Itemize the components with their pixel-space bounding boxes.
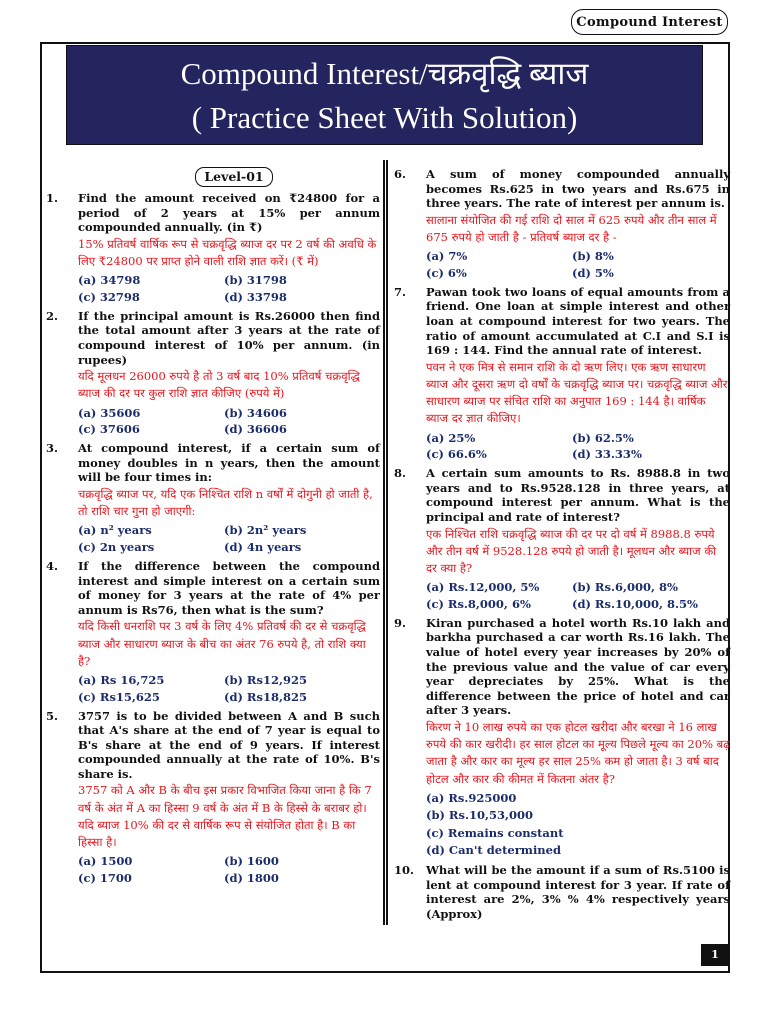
option-a: (a) 1500 xyxy=(78,854,133,869)
question-number: 6. xyxy=(394,167,407,181)
option-d: (d) 5% xyxy=(572,265,614,280)
option-a: (a) Rs.12,000, 5% xyxy=(426,580,540,595)
right-column xyxy=(388,167,730,924)
question-number: 1. xyxy=(46,191,59,205)
question-number: 9. xyxy=(394,615,407,630)
question-hindi: चक्रवृद्धि ब्याज पर, यदि एक निश्चित राशि n वर्षों में दोगुनी हो जाती है, तो राशि चार गुना हो जाएगी: xyxy=(78,486,373,519)
question-hindi: किरण ने 10 लाख रुपये का एक होटल खरीदा और बरखा ने 16 लाख रुपये की कार खरीदी। हर साल होटल का मूल्य पिछले मूल्य का 20% बढ़ जाता है और कार का मूल्य हर साल 25% कम हो जाता है। 3 वर्ष बाद होटल और कार की कीमत में कितना अंतर है? xyxy=(426,719,730,786)
option-a: (a) 34798 xyxy=(78,273,141,288)
options xyxy=(426,248,730,282)
option-d: (d) 36606 xyxy=(224,422,287,437)
question-text: If the difference between the compound interest and simple interest on a certain sum of money for 3 years at the rate of 4% per annum is Rs76, then what is the sum? xyxy=(78,558,380,617)
question-1 xyxy=(40,191,380,306)
options xyxy=(426,790,730,860)
question-number: 8. xyxy=(394,466,407,481)
option-a: (a) Rs 16,725 xyxy=(78,672,165,687)
question-text: Find the amount received on ₹24800 for a period of 2 years at 15% per annum compounded annually. (in ₹) xyxy=(78,191,380,235)
option-c: (c) Rs15,625 xyxy=(78,689,160,704)
question-number: 7. xyxy=(394,284,407,299)
option-a: (a) n² years xyxy=(78,523,152,538)
question-7 xyxy=(388,285,730,463)
question-text: If the principal amount is Rs.26000 then find the total amount after 3 years at the rate of compound interest of 10% per annum. (in rupees) xyxy=(78,308,380,367)
options xyxy=(78,672,380,706)
option-d: (d) Rs18,825 xyxy=(224,689,307,704)
option-b: (b) 8% xyxy=(572,249,614,264)
title-banner xyxy=(66,45,703,145)
option-c: (c) 32798 xyxy=(78,289,140,304)
question-text: 3757 is to be divided between A and B such that A's share at the end of 7 year is equal to B's share at the end of 9 years. If interest compounded annually at the rate of 10%. B's share is. xyxy=(78,708,380,781)
question-9 xyxy=(388,616,730,860)
question-number: 3. xyxy=(46,441,59,456)
question-text: A certain sum amounts to Rs. 8988.8 in two years and to Rs.9528.128 in three years, at compound interest per annum. What is the principal and rate of interest? xyxy=(426,466,730,524)
question-text: Pawan took two loans of equal amounts from a friend. One loan at simple interest and other loan at compound interest for two years. The ratio of amount accumulated at C.I and S.I is 169 : 144. Find the annual rate of interest. xyxy=(426,284,730,358)
option-a: (a) 35606 xyxy=(78,405,141,420)
options xyxy=(78,853,380,887)
question-text: A sum of money compounded annually becomes Rs.625 in two years and Rs.675 in three years. The rate of interest per annum is. xyxy=(426,167,730,211)
question-6 xyxy=(388,167,730,282)
option-d: (d) Rs.10,000, 8.5% xyxy=(572,596,698,611)
options xyxy=(426,430,730,464)
question-hindi: सालाना संयोजित की गई राशि दो साल में 625 रुपये और तीन साल में 675 रुपये हो जाती है - प्रतिवर्ष ब्याज दर है - xyxy=(426,212,717,244)
question-5 xyxy=(40,709,380,887)
option-d: (d) 4n years xyxy=(224,540,302,555)
question-hindi: 3757 को A और B के बीच इस प्रकार विभाजित किया जाना है कि 7 वर्ष के अंत में A का हिस्सा 9 वर्ष के अंत में B के हिस्से के बराबर हो। यदि ब्याज 10% की दर से वार्षिक रूप से संयोजित होता है। B का हिस्सा है। xyxy=(78,783,372,850)
option-d: (d) 33.33% xyxy=(572,447,642,462)
question-number: 5. xyxy=(46,708,59,723)
level-badge: Level-01 xyxy=(195,167,273,187)
option-b: (b) 62.5% xyxy=(572,430,634,445)
question-hindi: 15% प्रतिवर्ष वार्षिक रूप से चक्रवृद्धि ब्याज दर पर 2 वर्ष की अवधि के लिए ₹24800 पर प्राप्त होने वाली राशि ज्ञात करें। (₹ में) xyxy=(78,236,377,268)
option-b: (b) 31798 xyxy=(224,273,287,288)
question-text: What will be the amount if a sum of Rs.5100 is lent at compound interest for 3 year. If rate of interest are 2%, 3% % 4% respectively years (Approx) xyxy=(426,863,730,921)
option-b: (b) Rs.10,53,000 xyxy=(426,808,533,823)
options xyxy=(78,522,380,556)
option-c: (c) 37606 xyxy=(78,422,140,437)
question-number: 2. xyxy=(46,308,59,323)
page-number: 1 xyxy=(701,944,729,966)
option-a: (a) 7% xyxy=(426,249,468,264)
options xyxy=(426,579,730,613)
question-text: At compound interest, if a certain sum of money doubles in n years, then the amount will be four times in: xyxy=(78,441,380,485)
question-4 xyxy=(40,559,380,706)
option-c: (c) 6% xyxy=(426,265,467,280)
option-c: (c) Remains constant xyxy=(426,825,564,840)
question-3 xyxy=(40,441,380,556)
options xyxy=(78,272,380,306)
option-d: (d) Can't determined xyxy=(426,843,562,858)
banner-title: Compound Interest/चक्रवृद्धि ब्याज xyxy=(180,56,589,91)
option-d: (d) 1800 xyxy=(224,871,279,886)
question-10 xyxy=(388,863,730,921)
question-text: Kiran purchased a hotel worth Rs.10 lakh and barkha purchased a car worth Rs.16 lakh. The value of hotel every year increases by 20% of the previous value and the value of car every year depreciates by 25%. What is the difference between the price of hotel and car after 3 years. xyxy=(426,615,730,718)
option-a: (a) Rs.925000 xyxy=(426,790,517,805)
option-c: (c) 66.6% xyxy=(426,447,487,462)
question-8 xyxy=(388,466,730,613)
option-c: (c) Rs.8,000, 6% xyxy=(426,596,531,611)
banner-subtitle: ( Practice Sheet With Solution) xyxy=(191,100,578,135)
option-d: (d) 33798 xyxy=(224,289,287,304)
question-number: 4. xyxy=(46,558,59,573)
question-hindi: यदि मूलधन 26000 रुपये है तो 3 वर्ष बाद 10% प्रतिवर्ष चक्रवृद्धि ब्याज की दर पर कुल राशि ज्ञात कीजिए (रुपये में) xyxy=(78,369,360,401)
question-number: 10. xyxy=(394,863,415,878)
option-c: (c) 1700 xyxy=(78,871,132,886)
option-b: (b) Rs.6,000, 8% xyxy=(572,580,678,595)
question-hindi: यदि किसी धनराशि पर 3 वर्ष के लिए 4% प्रतिवर्ष की दर से चक्रवृद्धि ब्याज और साधारण ब्याज के बीच का अंतर 76 रुपये है, तो राशि क्या है? xyxy=(78,619,366,668)
topic-tag: Compound Interest xyxy=(571,9,728,35)
option-a: (a) 25% xyxy=(426,430,476,445)
option-c: (c) 2n years xyxy=(78,540,155,555)
question-hindi: पवन ने एक मित्र से समान राशि के दो ऋण लिए। एक ऋण साधारण ब्याज और दूसरा ऋण दो वर्षों के चक्रवृद्धि ब्याज पर। चक्रवृद्धि ब्याज और साधारण ब्याज पर संचित राशि का अनुपात 169 : 144 है। वार्षिक ब्याज दर ज्ञात कीजिए। xyxy=(426,359,728,426)
option-b: (b) 34606 xyxy=(224,405,287,420)
left-column xyxy=(40,167,380,890)
option-b: (b) Rs12,925 xyxy=(224,672,307,687)
option-b: (b) 2n² years xyxy=(224,523,307,538)
column-divider xyxy=(383,160,385,925)
question-hindi: एक निश्चित राशि चक्रवृद्धि ब्याज की दर पर दो वर्ष में 8988.8 रुपये और तीन वर्ष में 9528.128 रुपये हो जाती है। मूलधन और ब्याज की दर क्या है? xyxy=(426,526,717,575)
option-b: (b) 1600 xyxy=(224,854,279,869)
options xyxy=(78,405,380,439)
question-2 xyxy=(40,309,380,438)
